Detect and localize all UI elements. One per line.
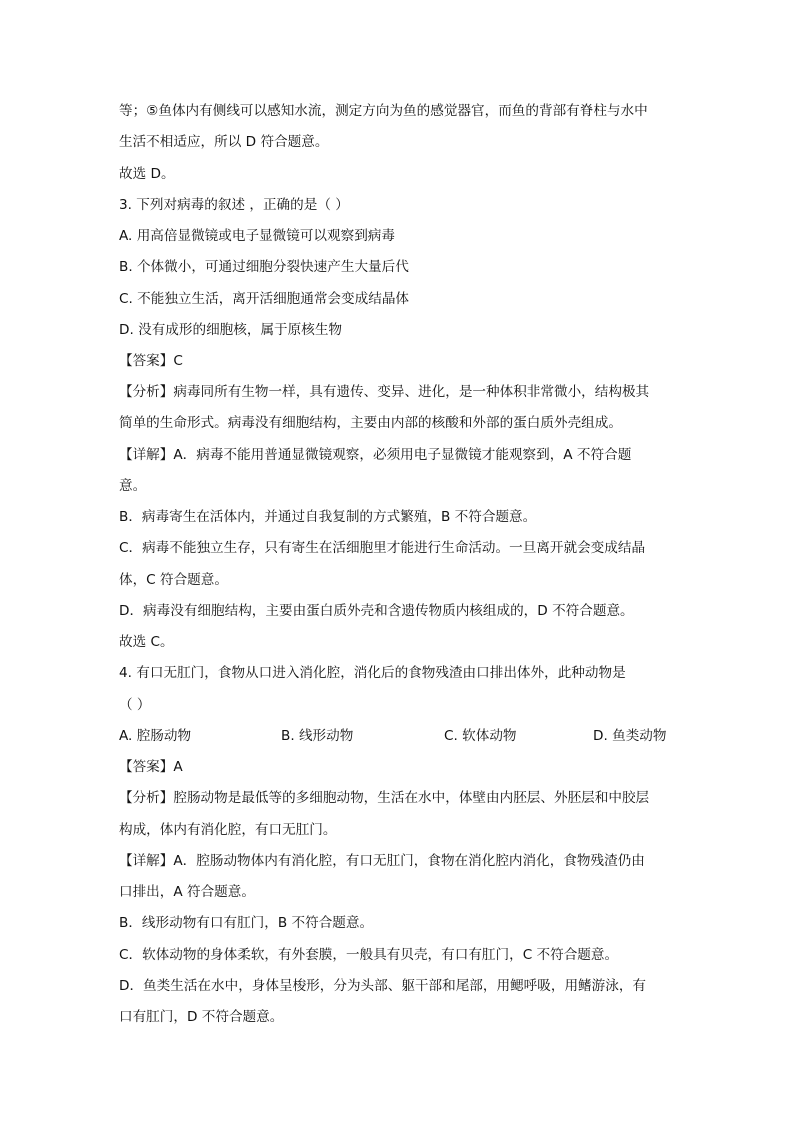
explanation-line: D．病毒没有细胞结构，主要由蛋白质外壳和含遗传物质内核组成的，D 不符合题意。 bbox=[119, 603, 634, 619]
question-4-option-a: A. 腔肠动物 bbox=[119, 728, 192, 744]
question-3-option-a: A. 用高倍显微镜或电子显微镜可以观察到病毒 bbox=[119, 228, 395, 244]
question-4-option-d: D. 鱼类动物 bbox=[593, 728, 667, 744]
answer-line: 【答案】A bbox=[119, 759, 183, 775]
question-4-stem: （ ） bbox=[119, 697, 151, 713]
explanation-line: 【详解】A．病毒不能用普通显微镜观察，必须用电子显微镜才能观察到，A 不符合题 bbox=[119, 447, 632, 463]
explanation-line: 【详解】A．腔肠动物体内有消化腔，有口无肛门，食物在消化腔内消化，食物残渣仍由 bbox=[119, 853, 645, 869]
explanation-line: 口排出，A 符合题意。 bbox=[119, 884, 255, 900]
text-line: 等；⑤鱼体内有侧线可以感知水流，测定方向为鱼的感觉器官，而鱼的背部有脊柱与水中 bbox=[119, 103, 648, 119]
analysis-line: 【分析】腔肠动物是最低等的多细胞动物，生活在水中，体壁由内胚层、外胚层和中胶层 bbox=[119, 790, 650, 806]
question-3-stem: 3. 下列对病毒的叙述 ，正确的是（ ） bbox=[119, 197, 349, 213]
analysis-line: 简单的生命形式。病毒没有细胞结构，主要由内部的核酸和外部的蛋白质外壳组成。 bbox=[119, 415, 622, 431]
explanation-line: 体，C 符合题意。 bbox=[119, 572, 228, 588]
text-line: 故选 D。 bbox=[119, 166, 175, 182]
question-4-option-b: B. 线形动物 bbox=[281, 728, 354, 744]
explanation-line: C．软体动物的身体柔软，有外套膜，一般具有贝壳，有口有肛门，C 不符合题意。 bbox=[119, 947, 619, 963]
explanation-line: D．鱼类生活在水中，身体呈梭形，分为头部、躯干部和尾部，用鳃呼吸，用鳍游泳，有 bbox=[119, 978, 647, 994]
text-line: 故选 C。 bbox=[119, 634, 174, 650]
explanation-line: B．线形动物有口有肛门，B 不符合题意。 bbox=[119, 915, 374, 931]
text-line: 生活不相适应，所以 D 符合题意。 bbox=[119, 134, 329, 150]
question-4-option-c: C. 软体动物 bbox=[444, 728, 517, 744]
analysis-line: 【分析】病毒同所有生物一样，具有遗传、变异、进化，是一种体积非常微小，结构极其 bbox=[119, 384, 650, 400]
answer-line: 【答案】C bbox=[119, 353, 183, 369]
explanation-line: B．病毒寄生在活体内，并通过自我复制的方式繁殖，B 不符合题意。 bbox=[119, 509, 537, 525]
question-3-option-b: B. 个体微小，可通过细胞分裂快速产生大量后代 bbox=[119, 259, 409, 275]
explanation-line: C．病毒不能独立生存，只有寄生在活细胞里才能进行生命活动。一旦离开就会变成结晶 bbox=[119, 540, 646, 556]
question-3-option-d: D. 没有成形的细胞核，属于原核生物 bbox=[119, 322, 343, 338]
question-3-option-c: C. 不能独立生活，离开活细胞通常会变成结晶体 bbox=[119, 291, 410, 307]
explanation-line: 口有肛门，D 不符合题意。 bbox=[119, 1009, 284, 1025]
question-4-stem: 4. 有口无肛门，食物从口进入消化腔，消化后的食物残渣由口排出体外，此种动物是 bbox=[119, 665, 626, 681]
explanation-line: 意。 bbox=[119, 478, 147, 494]
analysis-line: 构成，体内有消化腔，有口无肛门。 bbox=[119, 822, 337, 838]
